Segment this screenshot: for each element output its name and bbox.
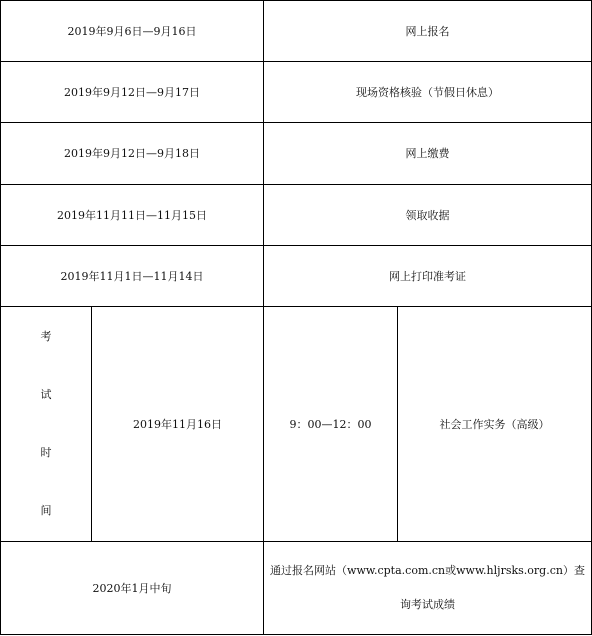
row-date: 2019年9月12日—9月18日 <box>1 123 264 184</box>
schedule-row-result <box>1 541 592 634</box>
row-task: 网上缴费 <box>264 123 592 184</box>
row-date: 2019年11月1日—11月14日 <box>1 245 264 306</box>
row-task: 网上报名 <box>264 1 592 62</box>
exam-subject: 社会工作实务（高级） <box>398 306 592 541</box>
schedule-row-exam <box>1 306 592 541</box>
result-note: 通过报名网站（www.cpta.com.cn或www.hljrsks.org.cn）查询考试成绩 <box>264 541 592 634</box>
row-task: 现场资格核验（节假日休息） <box>264 62 592 123</box>
schedule-row-receipt <box>1 184 592 245</box>
schedule-row-verification <box>1 62 592 123</box>
schedule-row-payment <box>1 123 592 184</box>
exam-time: 9：00—12：00 <box>264 306 398 541</box>
row-date: 2019年9月6日—9月16日 <box>1 1 264 62</box>
schedule-row-admission-ticket <box>1 245 592 306</box>
row-task: 网上打印准考证 <box>264 245 592 306</box>
exam-time-label: 考 试 时 间 <box>1 306 92 541</box>
row-date: 2019年9月12日—9月17日 <box>1 62 264 123</box>
row-task: 领取收据 <box>264 184 592 245</box>
row-date: 2019年11月11日—11月15日 <box>1 184 264 245</box>
schedule-row-registration <box>1 1 592 62</box>
exam-date: 2019年11月16日 <box>92 306 264 541</box>
result-date: 2020年1月中旬 <box>1 541 264 634</box>
